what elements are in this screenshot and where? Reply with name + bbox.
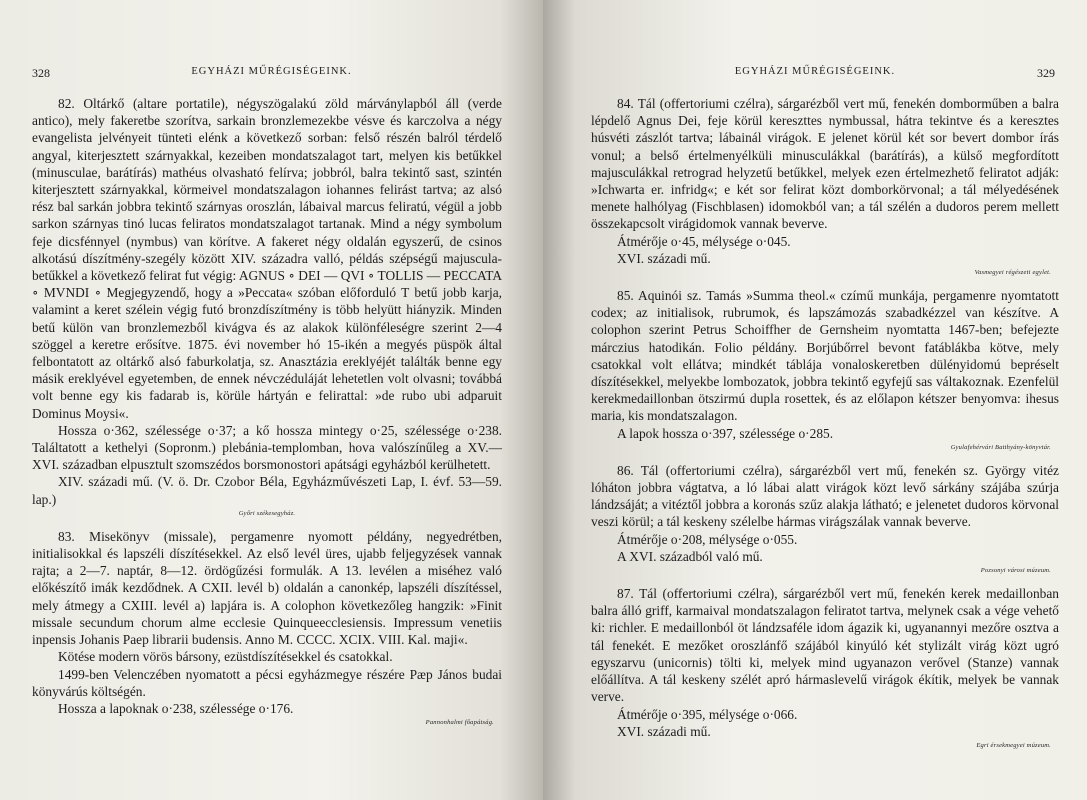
paragraph: 1499-ben Velenczében nyomatott a pécsi egyházmegye részére Pæp János budai könyvárús költségén. [32,666,502,699]
page-number: 328 [32,66,50,80]
paragraph: Átmérője o·395, mélysége o·066. [617,706,798,722]
paragraph: 85. Aquinói sz. Tamás »Summa theol.« czímű munkája, pergamenre nyomtatott codex; az initialisok, rubrumok, és lapszámozás szabadkézzel van készítve. A colophon szerint Petrus Schoiffher de Gernsheim nyomtatta 1467-ben; befejezte márczius hatodikán. Folio példány. Borjúbőrrel bevont fatáblákba kötve, mely csatokkal volt ellátva; mindkét táblája vonaloskeretben dülényidomú bepréselt díszítésekkel, melyekbe lombozatok, jobbra tekintő egyfejű sas váltakoznak. Ezenfelül kerekmedaillonban ötszirmú dupla rosettek, és az előlapon kétszer benyomva: ihesus maria, kis mondatszalagon. [591,288,1059,424]
paragraph: Kötése modern vörös bársony, ezüstdíszítésekkel és csatokkal. [58,649,393,665]
source-note: Egri érsekmegyei múzeum. [976,741,1051,749]
source-note: Vasmegyei régészeti egylet. [974,269,1051,277]
paragraph: Átmérője o·45, mélysége o·045. [617,233,791,249]
source-note: Gyulafehérvári Batthyány-könyvtár. [950,443,1051,451]
paragraph: A lapok hossza o·397, szélessége o·285. [617,425,834,441]
paragraph: 83. Misekönyv (missale), pergamenre nyomott példány, negyedrétben, initialisokkal és lapszéli díszítésekkel. Az első levél üres, ujabb feljegyzések vannak rajta; a 2—7. naptár, 8—12. ördögűzési formulák. A 13. levélen a miséhez való előkészítő imák kezdődnek. A CXII. levél b) oldalán a canonkép, lapszéli díszítéssel, mely átmegy a CXIII. levél a) lapjára is. A colophon következőleg hangzik: »Finit missale secundum chorum alme ecclesie Quinqueecclesiensis. Impressum venetiis inpensis Johanis Paep librarii budensis. Anno M. CCCC. XCIX. VIII. Kal. maji«. [32,528,502,648]
right-page [543,0,1087,800]
source-note: Pozsonyi városi múzeum. [980,567,1051,575]
paragraph: A XVI. századból való mű. [617,548,763,564]
paragraph: Átmérője o·208, mélysége o·055. [617,531,798,547]
paragraph: 86. Tál (offertoriumi czélra), sárgarézből vert mű, fenekén sz. György vitéz lóháton jobbra vágtatva, a ló lábai alatt virágok közt levő sárkány szájába szúrja lándzsáját; a vitéztől jobbra a koronás szűz alakja látható; e jelenetet dudoros körvonal veszi körül; a tál keskeny szélelbe hármas virágszálak vannak beverve. [591,462,1059,530]
page-number: 329 [1037,66,1055,80]
paragraph: 87. Tál (offertoriumi czélra), sárgarézből vert mű, fenekén kerek medaillonban balra álló griff, karmaival mondatszalagon feliratot tartva, melynek csak a vége vehető ki: richler. E medaillonból öt lándzsaféle idom ágazik ki, ugyanannyi mezőre osztva a tál fenekét. E mezőket oroszlánfő szájából kinyúló két stylizált virág közt ugró egyszarvu (unicornis) tölti ki, melyek mind ugyanazon verővel (Stanze) vannak előállítva. A tál keskeny szélét apró hármaslevelű virágok ékítik, melyek be vannak verve. [591,586,1059,705]
paragraph: 82. Oltárkő (altare portatile), négyszögalakú zöld márványlapból áll (verde antico), mely fakeretbe szorítva, sarkain bronzlemezekbe vésve és karczolva a négy evangelista jelvényeit tünteti elénk a következő sorban: felső részén balról térdelő angyal, kiterjesztett szárnyakkal, kezeiben mondatszalagot tart, melyen kis betűkkel (minusculae, barátírás) mathéus olvasható felírva; jobbról, balra tekintő sast, szintén kiterjesztett szárnyakkal, körmeivel mondatszalagon iohannes felirást tartva; az alsó rész bal sarkán jobbra tekintő szárnyas oroszlán, lábaival marcus feliratú, végül a jobb sarkon szárnyas tinó lucas feliratos mondatszalagot tartanak. Mind a négy symbolum feje dicsfénnyel (nymbus) van körítve. A fakeret négy oldalán egyszerű, de csinos alkotású díszítmény-szegély között XIV. századra valló, példás szépségű majuscula-betűkkel a következő felirat fut végig: AGNUS ∘ DEI — QVI ∘ TOLLIS — PECCATA ∘ MVNDI ∘ Megjegyzendő, hogy a »Peccata« szóban előforduló T betű jobb karja, valamint a keret szélein végig futó bronzdíszítmény is több helyütt hiányzik. Minden betű külön van bronzlemezből kivágva és az alakok különféleségre szerint 2—4 szöggel a keretre erősítve. 1875. évi november hó 15-ikén a megyés püspök által felbontatott az oltárkő alsó faburkolatja, sz. Anasztázia ereklyéjét találták benne egy másik ereklyével egyetemben, de ennek névczéduláját lehetetlen volt olvasni; továbbá volt benne egy kis fadarab is, körüle hártyán e felirattal: »de rubo ubi adparuit Dominus Moysi«. [32,96,502,421]
paragraph: XVI. századi mű. [617,250,711,266]
source-note: Pannonhalmi főapátság. [425,719,494,727]
running-head: EGYHÁZI MŰRÉGISÉGEINK. [734,66,896,77]
paragraph: XIV. századi mű. (V. ö. Dr. Czobor Béla, Egyházművészeti Lap, I. évf. 53—59. lap.) [32,474,502,507]
left-page [0,0,543,800]
paragraph: 84. Tál (offertoriumi czélra), sárgarézből vert mű, fenekén domborműben a balra lépdelő Agnus Dei, feje körül kereszttes nymbussal, hátra tekintve és a keresztes húsvéti zászlót tartva; lábainál virágok. E jelenet körül két sor bevert dombor írás vonul; a belső értelmenyélküli minusculákkal (barátírás), a külső megfordított majusculákkal retrograd helyzetű betűkkel, melyek ezen értelmezhető feliratot adják: »Ichwarta er. infridg«; e két sor felirat közt domborkörvonal; a tál mélyedésének menete halhólyag (Fischblasen) idomokból van; a tál szélén a dudoros perem mellett összekapcsolt virágidomok vannak beverve. [591,96,1059,232]
right-text-body [591,95,1059,754]
source-note: Győri székesegyház. [238,509,296,517]
paragraph: Hossza o·362, szélessége o·37; a kő hossza mintegy o·25, szélessége o·238. Találtatott a kethelyi (Sopronm.) plebánia-templomban, hova valószínűleg a XV.—XVI. században elpusztult szomszédos borsmonostori apátsági egyházból kerülhetett. [32,422,502,473]
paragraph: Hossza a lapoknak o·238, szélessége o·176. [58,700,294,716]
paragraph: XVI. századi mű. [617,723,711,739]
left-text-body [32,95,502,731]
running-head: EGYHÁZI MŰRÉGISÉGEINK. [191,66,352,77]
